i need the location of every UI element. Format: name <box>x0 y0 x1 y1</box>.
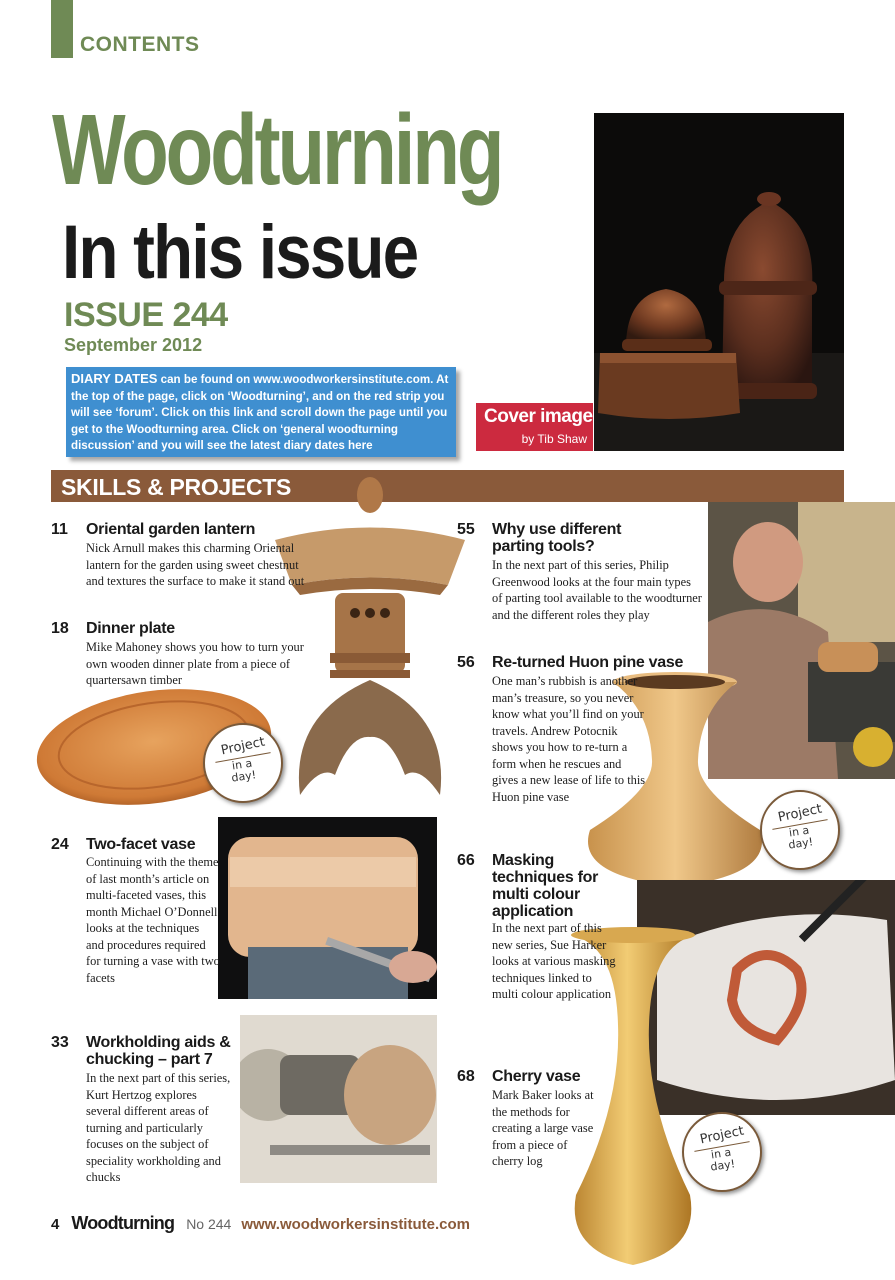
cover-image-label: Cover image <box>484 406 593 427</box>
header-tab-bar <box>51 0 73 58</box>
article-page-number: 68 <box>457 1068 475 1085</box>
article-description: Mark Baker looks at the methods for creating a large vase from a piece of cherry log <box>492 1088 594 1168</box>
cover-image-tag <box>476 403 593 451</box>
diary-lead: DIARY DATES <box>71 371 158 386</box>
footer-url-link[interactable]: www.woodworkersinstitute.com <box>241 1216 470 1233</box>
badge-line-2: in a day! <box>230 756 257 785</box>
issue-date: September 2012 <box>64 335 203 355</box>
badge-line-2: in a day! <box>787 823 814 852</box>
article-description: In the next part of this series, Philip Greenwood looks at the four main types of parting tool available to the woodturner and the different roles they play <box>492 558 702 622</box>
footer-issue: No 244 <box>186 1216 232 1232</box>
article-title[interactable]: Workholding aids & chucking – part 7 <box>86 1034 231 1068</box>
chuck-photo <box>240 1015 437 1183</box>
article-title[interactable]: Re-turned Huon pine vase <box>492 654 684 671</box>
section-label: CONTENTS <box>80 33 200 56</box>
article-page-number: 55 <box>457 521 475 538</box>
project-in-a-day-badge <box>760 790 840 870</box>
page-footer <box>51 1213 470 1237</box>
badge-line-1: Project <box>219 734 267 759</box>
article-title[interactable]: Masking techniques for multi colour application <box>492 852 599 920</box>
section-title: SKILLS & PROJECTS <box>61 474 292 500</box>
article-page-number: 56 <box>457 654 475 671</box>
article-title[interactable]: Cherry vase <box>492 1068 581 1085</box>
magazine-title: Woodturning <box>52 94 502 206</box>
badge-line-2: in a day! <box>709 1145 736 1174</box>
cover-image-credit: by Tib Shaw <box>521 432 587 446</box>
badge-line-1: Project <box>698 1123 746 1148</box>
issue-number: ISSUE 244 <box>64 296 228 334</box>
project-in-a-day-badge <box>203 723 283 803</box>
article-title[interactable]: Oriental garden lantern <box>86 521 256 538</box>
article-description: One man’s rubbish is another man’s treasure, so you never know what you’ll find on your travels. Andrew Potocnik shows you how to re-turn a form when he rescues and gives a new lease of life to this Huon pine vase <box>492 674 646 804</box>
footer-magazine: Woodturning <box>71 1213 175 1233</box>
issue-heading: In this issue <box>62 210 418 295</box>
diary-dates-box <box>66 367 456 457</box>
badge-line-1: Project <box>776 801 824 826</box>
article-page-number: 33 <box>51 1034 69 1051</box>
article-title[interactable]: Why use different parting tools? <box>492 521 622 555</box>
article-page-number: 66 <box>457 852 475 869</box>
article-title[interactable]: Dinner plate <box>86 620 175 637</box>
article-description: Continuing with the theme of last month’s article on multi-faceted vases, this month Michael O’Donnell looks at the techniques and procedures required for turning a vase with two facets <box>86 855 220 985</box>
article-description: Nick Arnull makes this charming Oriental lantern for the garden using sweet chestnut and textures the surface to make it stand out <box>86 541 305 588</box>
article-description: In the next part of this series, Kurt Hertzog explores several different areas of turning and particularly focuses on the subject of speciality workholding and chucks <box>86 1071 231 1184</box>
cover-photo <box>594 113 844 451</box>
article-page-number: 11 <box>51 521 68 538</box>
two-facet-vase-photo <box>218 817 437 999</box>
project-in-a-day-badge <box>682 1112 762 1192</box>
footer-page-number: 4 <box>51 1216 60 1233</box>
article-title[interactable]: Two-facet vase <box>86 836 196 853</box>
article-description: In the next part of this new series, Sue Harker looks at various masking techniques linked to multi colour application <box>492 921 616 1001</box>
article-page-number: 18 <box>51 620 69 637</box>
article-page-number: 24 <box>51 836 69 853</box>
article-description: Mike Mahoney shows you how to turn your own wooden dinner plate from a piece of quartersawn timber <box>86 640 304 687</box>
diary-text: can be found on www.woodworkersinstitute.com. At the top of the page, click on ‘Woodturning’, and on the red strip you will see ‘forum’. Click on this link and scroll down the page until you get to the Woodturning area. Click on ‘general woodturning discussion’ and you will see the latest diary dates here <box>71 373 449 453</box>
